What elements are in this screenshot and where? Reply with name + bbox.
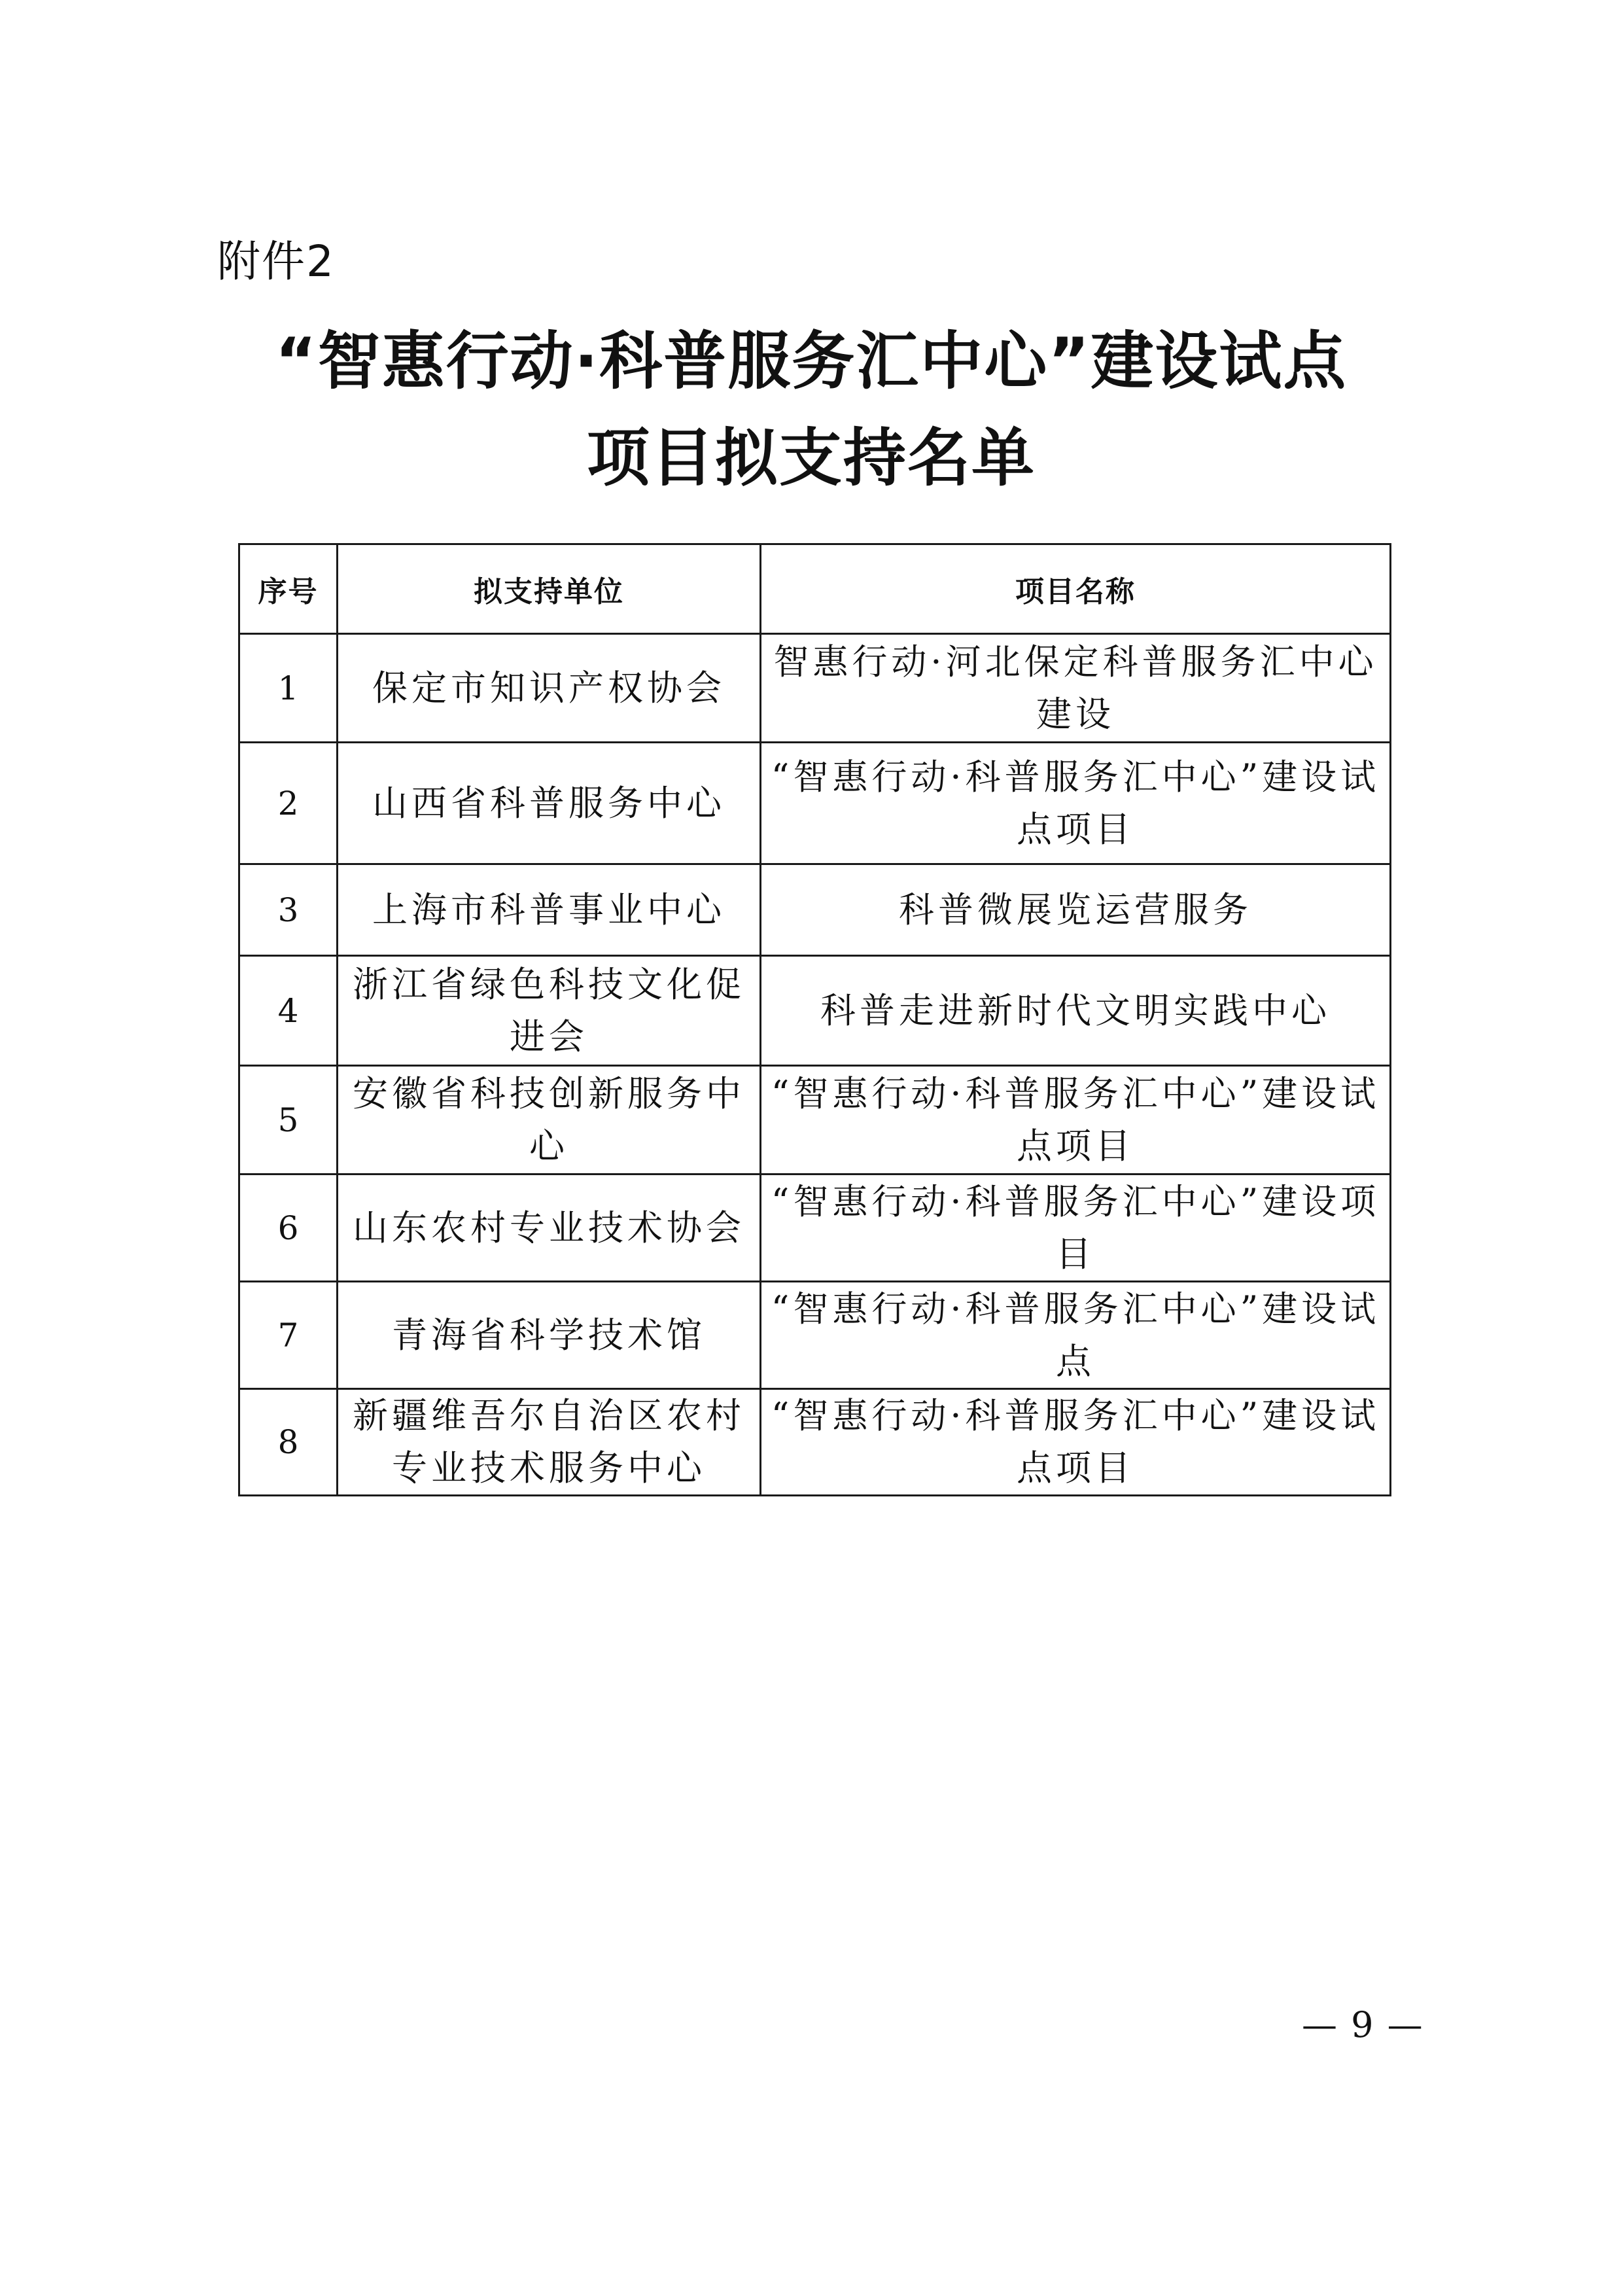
row-unit: 山东农村专业技术协会 <box>338 1174 761 1282</box>
row-project: “智惠行动·科普服务汇中心”建设试点项目 <box>761 743 1391 864</box>
row-unit: 安徽省科技创新服务中心 <box>338 1066 761 1174</box>
row-project: “智惠行动·科普服务汇中心”建设项目 <box>761 1174 1391 1282</box>
row-seq: 4 <box>239 956 338 1066</box>
row-unit: 上海市科普事业中心 <box>338 864 761 956</box>
row-seq: 3 <box>239 864 338 956</box>
row-seq: 5 <box>239 1066 338 1174</box>
support-list-table <box>238 543 1391 1496</box>
table-row <box>239 956 1391 1066</box>
header-project: 项目名称 <box>761 544 1391 634</box>
row-seq: 7 <box>239 1282 338 1389</box>
row-unit: 青海省科学技术馆 <box>338 1282 761 1389</box>
row-project: “智惠行动·科普服务汇中心”建设试点项目 <box>761 1066 1391 1174</box>
row-unit: 保定市知识产权协会 <box>338 634 761 743</box>
page-number: — 9 — <box>1302 2004 1424 2045</box>
document-title-line-1: “智惠行动·科普服务汇中心”建设试点 <box>275 325 1348 398</box>
header-unit: 拟支持单位 <box>338 544 761 634</box>
table-row <box>239 1389 1391 1496</box>
row-seq: 2 <box>239 743 338 864</box>
row-unit: 山西省科普服务中心 <box>338 743 761 864</box>
row-project: “智惠行动·科普服务汇中心”建设试点项目 <box>761 1389 1391 1496</box>
row-unit: 新疆维吾尔自治区农村专业技术服务中心 <box>338 1389 761 1496</box>
table-header-row <box>239 544 1391 634</box>
table-row <box>239 1282 1391 1389</box>
row-seq: 1 <box>239 634 338 743</box>
table-row <box>239 864 1391 956</box>
row-seq: 8 <box>239 1389 338 1496</box>
row-project: 科普走进新时代文明实践中心 <box>761 956 1391 1066</box>
row-seq: 6 <box>239 1174 338 1282</box>
attachment-label: 附件2 <box>217 236 335 287</box>
row-project: 智惠行动·河北保定科普服务汇中心建设 <box>761 634 1391 743</box>
table-row <box>239 634 1391 743</box>
header-seq: 序号 <box>239 544 338 634</box>
row-unit: 浙江省绿色科技文化促进会 <box>338 956 761 1066</box>
table-row <box>239 1174 1391 1282</box>
table-row <box>239 1066 1391 1174</box>
document-title-line-2: 项目拟支持名单 <box>587 421 1036 495</box>
row-project: “智惠行动·科普服务汇中心”建设试点 <box>761 1282 1391 1389</box>
row-project: 科普微展览运营服务 <box>761 864 1391 956</box>
table-row <box>239 743 1391 864</box>
